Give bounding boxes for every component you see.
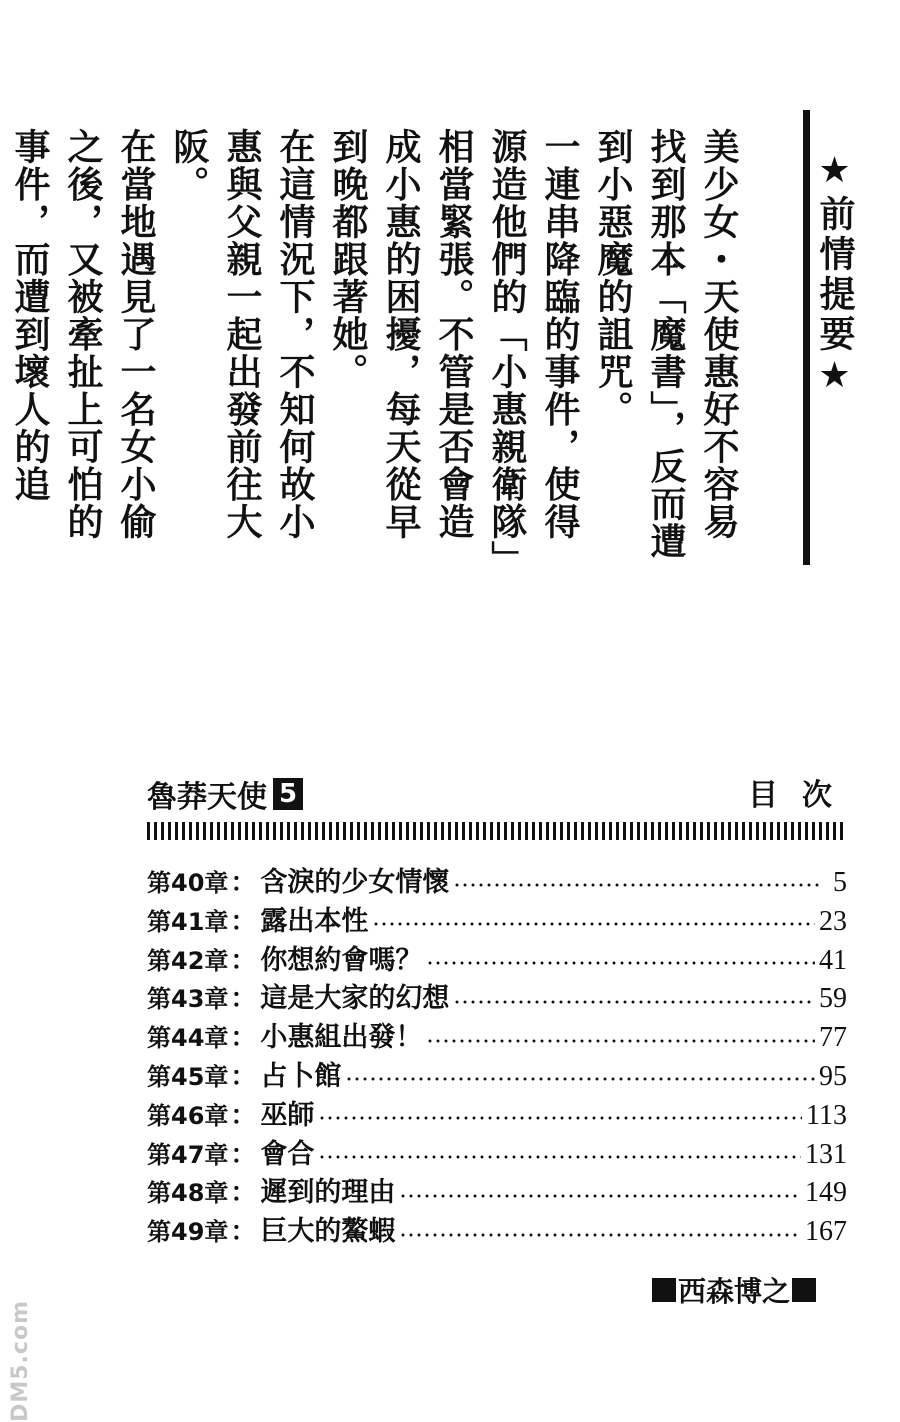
dot-leader bbox=[399, 1233, 801, 1237]
chapter-separator: ： bbox=[230, 1061, 257, 1092]
series-title-text: 魯莽天使 bbox=[147, 780, 267, 815]
chapter-number: 第47章 bbox=[147, 1140, 229, 1169]
toc-row bbox=[147, 1132, 847, 1171]
chapter-separator: ： bbox=[230, 1139, 257, 1170]
header-bar bbox=[803, 110, 810, 565]
dot-leader bbox=[453, 1000, 815, 1004]
chapter-number: 第40章 bbox=[147, 869, 229, 897]
dot-leader bbox=[372, 922, 815, 926]
synopsis-paragraph: 在這情況下，不知何故小惠與父親一起出發前往大阪。 bbox=[168, 128, 316, 541]
chapter-page: 149 bbox=[805, 1177, 847, 1209]
chapter-page: 5 bbox=[833, 867, 847, 898]
chapter-page: 77 bbox=[819, 1022, 847, 1054]
chapter-title: 巨大的鰲蝦 bbox=[260, 1216, 396, 1248]
synopsis-paragraph: 在當地遇見了一名女小偷之後，又被牽扯上可怕的事件，而遭到壞人的追 bbox=[9, 128, 157, 541]
chapter-title: 遲到的理由 bbox=[260, 1177, 396, 1209]
toc-row bbox=[147, 1015, 847, 1054]
toc-divider bbox=[147, 822, 845, 840]
author-credit bbox=[652, 1270, 816, 1310]
chapter-page: 59 bbox=[819, 983, 847, 1015]
dot-leader bbox=[453, 883, 821, 887]
chapter-title: 露出本性 bbox=[260, 905, 369, 937]
chapter-number: 第49章 bbox=[147, 1218, 229, 1247]
square-mark-right bbox=[792, 1278, 816, 1302]
toc-row bbox=[147, 938, 847, 977]
toc-row bbox=[147, 976, 847, 1015]
dot-leader bbox=[345, 1077, 815, 1081]
chapter-separator: ： bbox=[230, 906, 257, 937]
chapter-page: 23 bbox=[819, 905, 847, 937]
chapter-page: 131 bbox=[805, 1138, 847, 1170]
toc-row bbox=[147, 1170, 847, 1209]
chapter-separator: ： bbox=[230, 1178, 257, 1209]
toc-row bbox=[147, 899, 847, 938]
chapter-number: 第42章 bbox=[147, 946, 229, 975]
chapter-separator: ： bbox=[230, 1100, 257, 1131]
synopsis-body bbox=[9, 128, 745, 568]
chapter-separator: ： bbox=[230, 868, 257, 898]
synopsis-paragraph: 一連串降臨的事件，使得源造他們的「小惠親衛隊」相當緊張。不管是否會造成小惠的困擾，每天從早到晚都跟著她。 bbox=[327, 128, 581, 560]
chapter-page: 167 bbox=[805, 1216, 847, 1248]
chapter-number: 第48章 bbox=[147, 1179, 229, 1208]
synopsis-title: ★前情提要★ bbox=[814, 150, 855, 400]
chapter-number: 第44章 bbox=[147, 1024, 229, 1053]
synopsis-paragraph: 美少女・天使惠好不容易找到那本「魔書」，反而遭到小惡魔的詛咒。 bbox=[592, 128, 740, 560]
dot-leader bbox=[399, 1194, 801, 1198]
chapter-title: 巫師 bbox=[260, 1099, 315, 1131]
synopsis-header bbox=[800, 110, 855, 565]
dot-leader bbox=[426, 1039, 815, 1043]
chapter-page: 41 bbox=[819, 944, 847, 976]
series-title bbox=[147, 772, 303, 816]
toc-row bbox=[147, 1209, 847, 1248]
toc-row bbox=[147, 1054, 847, 1093]
square-mark-left bbox=[652, 1278, 676, 1302]
chapter-title: 小惠組出發！ bbox=[260, 1022, 423, 1054]
chapter-page: 113 bbox=[806, 1099, 847, 1131]
chapter-separator: ： bbox=[230, 984, 257, 1015]
dot-leader bbox=[426, 961, 815, 965]
volume-badge: 5 bbox=[273, 778, 303, 810]
chapter-separator: ： bbox=[230, 1217, 257, 1248]
chapter-title: 占卜館 bbox=[260, 1060, 342, 1092]
chapter-number: 第41章 bbox=[147, 907, 229, 936]
toc-label: 目次 bbox=[748, 778, 856, 813]
chapter-separator: ： bbox=[230, 1023, 257, 1054]
toc-row bbox=[147, 860, 847, 899]
dot-leader bbox=[318, 1116, 802, 1120]
chapter-number: 第45章 bbox=[147, 1062, 229, 1091]
chapter-number: 第43章 bbox=[147, 985, 229, 1014]
chapter-title: 這是大家的幻想 bbox=[260, 983, 450, 1015]
chapter-number: 第46章 bbox=[147, 1101, 229, 1130]
toc-row bbox=[147, 1093, 847, 1132]
chapter-title: 你想約會嗎？ bbox=[260, 944, 423, 976]
dot-leader bbox=[318, 1155, 801, 1159]
chapter-title: 含淚的少女情懷 bbox=[260, 867, 450, 898]
toc-list bbox=[147, 860, 847, 1248]
author-name: 西森博之 bbox=[678, 1275, 791, 1308]
chapter-page: 95 bbox=[819, 1060, 847, 1092]
chapter-separator: ： bbox=[230, 945, 257, 976]
chapter-title: 會合 bbox=[260, 1138, 315, 1170]
watermark: DM5.com bbox=[8, 1300, 33, 1422]
